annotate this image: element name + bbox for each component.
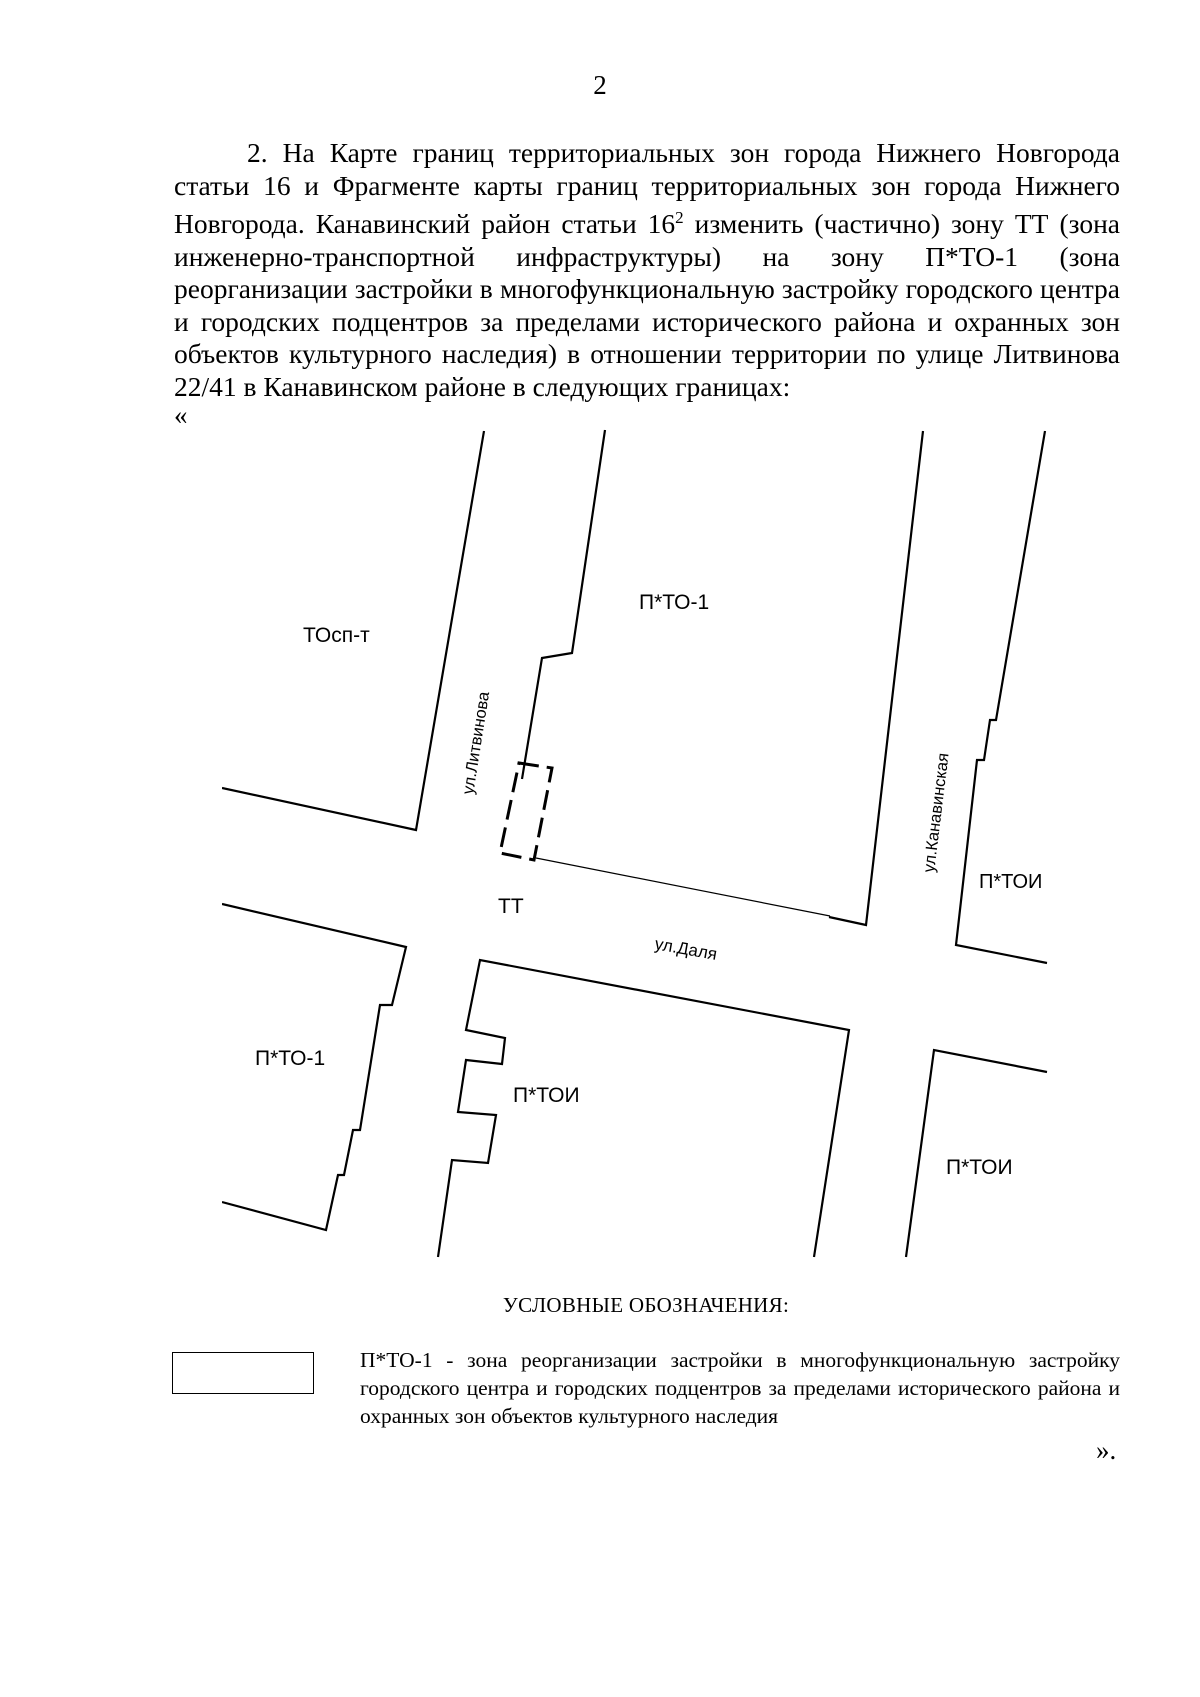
zone-map xyxy=(222,428,1058,1263)
legend-title: УСЛОВНЫЕ ОБОЗНАЧЕНИЯ: xyxy=(502,1293,790,1317)
street-label-litvinova: ул.Литвинова xyxy=(459,690,494,796)
legend-description: П*ТО-1 - зона реорганизации застройки в многофункциональную застройку городского центра и городских подцентров за пределами исторического района и охранных зон объектов культурного наследия xyxy=(360,1348,1120,1428)
boundary-ptoi-south xyxy=(438,960,849,1257)
zone-label-tt: ТТ xyxy=(498,895,524,918)
boundary-ptoi-southeast xyxy=(906,1050,1047,1257)
boundary-pto1-north-south xyxy=(829,431,923,925)
zone-label-ptoi-south: П*ТОИ xyxy=(513,1084,580,1107)
main-paragraph xyxy=(174,137,1120,403)
legend-swatch xyxy=(172,1352,314,1394)
page-number: 2 xyxy=(593,70,607,100)
zone-label-ptoi-southeast: П*ТОИ xyxy=(946,1156,1013,1179)
zone-label-pto1-north: П*ТО-1 xyxy=(639,591,710,614)
street-label-kanavinskaya: ул.Канавинская xyxy=(920,751,953,874)
boundary-pto1-north-west xyxy=(522,430,605,779)
boundary-thin-line xyxy=(536,858,830,916)
zone-label-tosp-t: ТОсп-т xyxy=(303,624,370,647)
street-label-dalya: ул.Даля xyxy=(653,934,719,964)
paragraph-text-1: 2. На Карте границ территориальных зон города Нижнего Новгорода статьи 16 и Фрагменте карты границ территориальных зон города Нижнего Новгорода. Канавинский район статьи 16 xyxy=(174,137,1120,240)
paragraph-superscript: 2 xyxy=(675,208,684,227)
paragraph-text-2: изменить (частично) зону ТТ (зона инженерно-транспортной инфраструктуры) на зону П*ТО-1 (зона реорганизации застройки в многофункциональную застройку городского центра и городских подцентров за пределами исторического района и охранных зон объектов культурного наследия) в отношении территории по улице Литвинова 22/41 в Канавинском районе в следующих границах: xyxy=(174,208,1120,402)
zone-label-ptoi-east: П*ТОИ xyxy=(979,871,1043,893)
closing-quote: ». xyxy=(1096,1435,1117,1465)
zone-label-pto1-west: П*ТО-1 xyxy=(255,1047,326,1070)
changed-area-outline xyxy=(500,763,552,860)
opening-quote: « xyxy=(174,400,188,430)
